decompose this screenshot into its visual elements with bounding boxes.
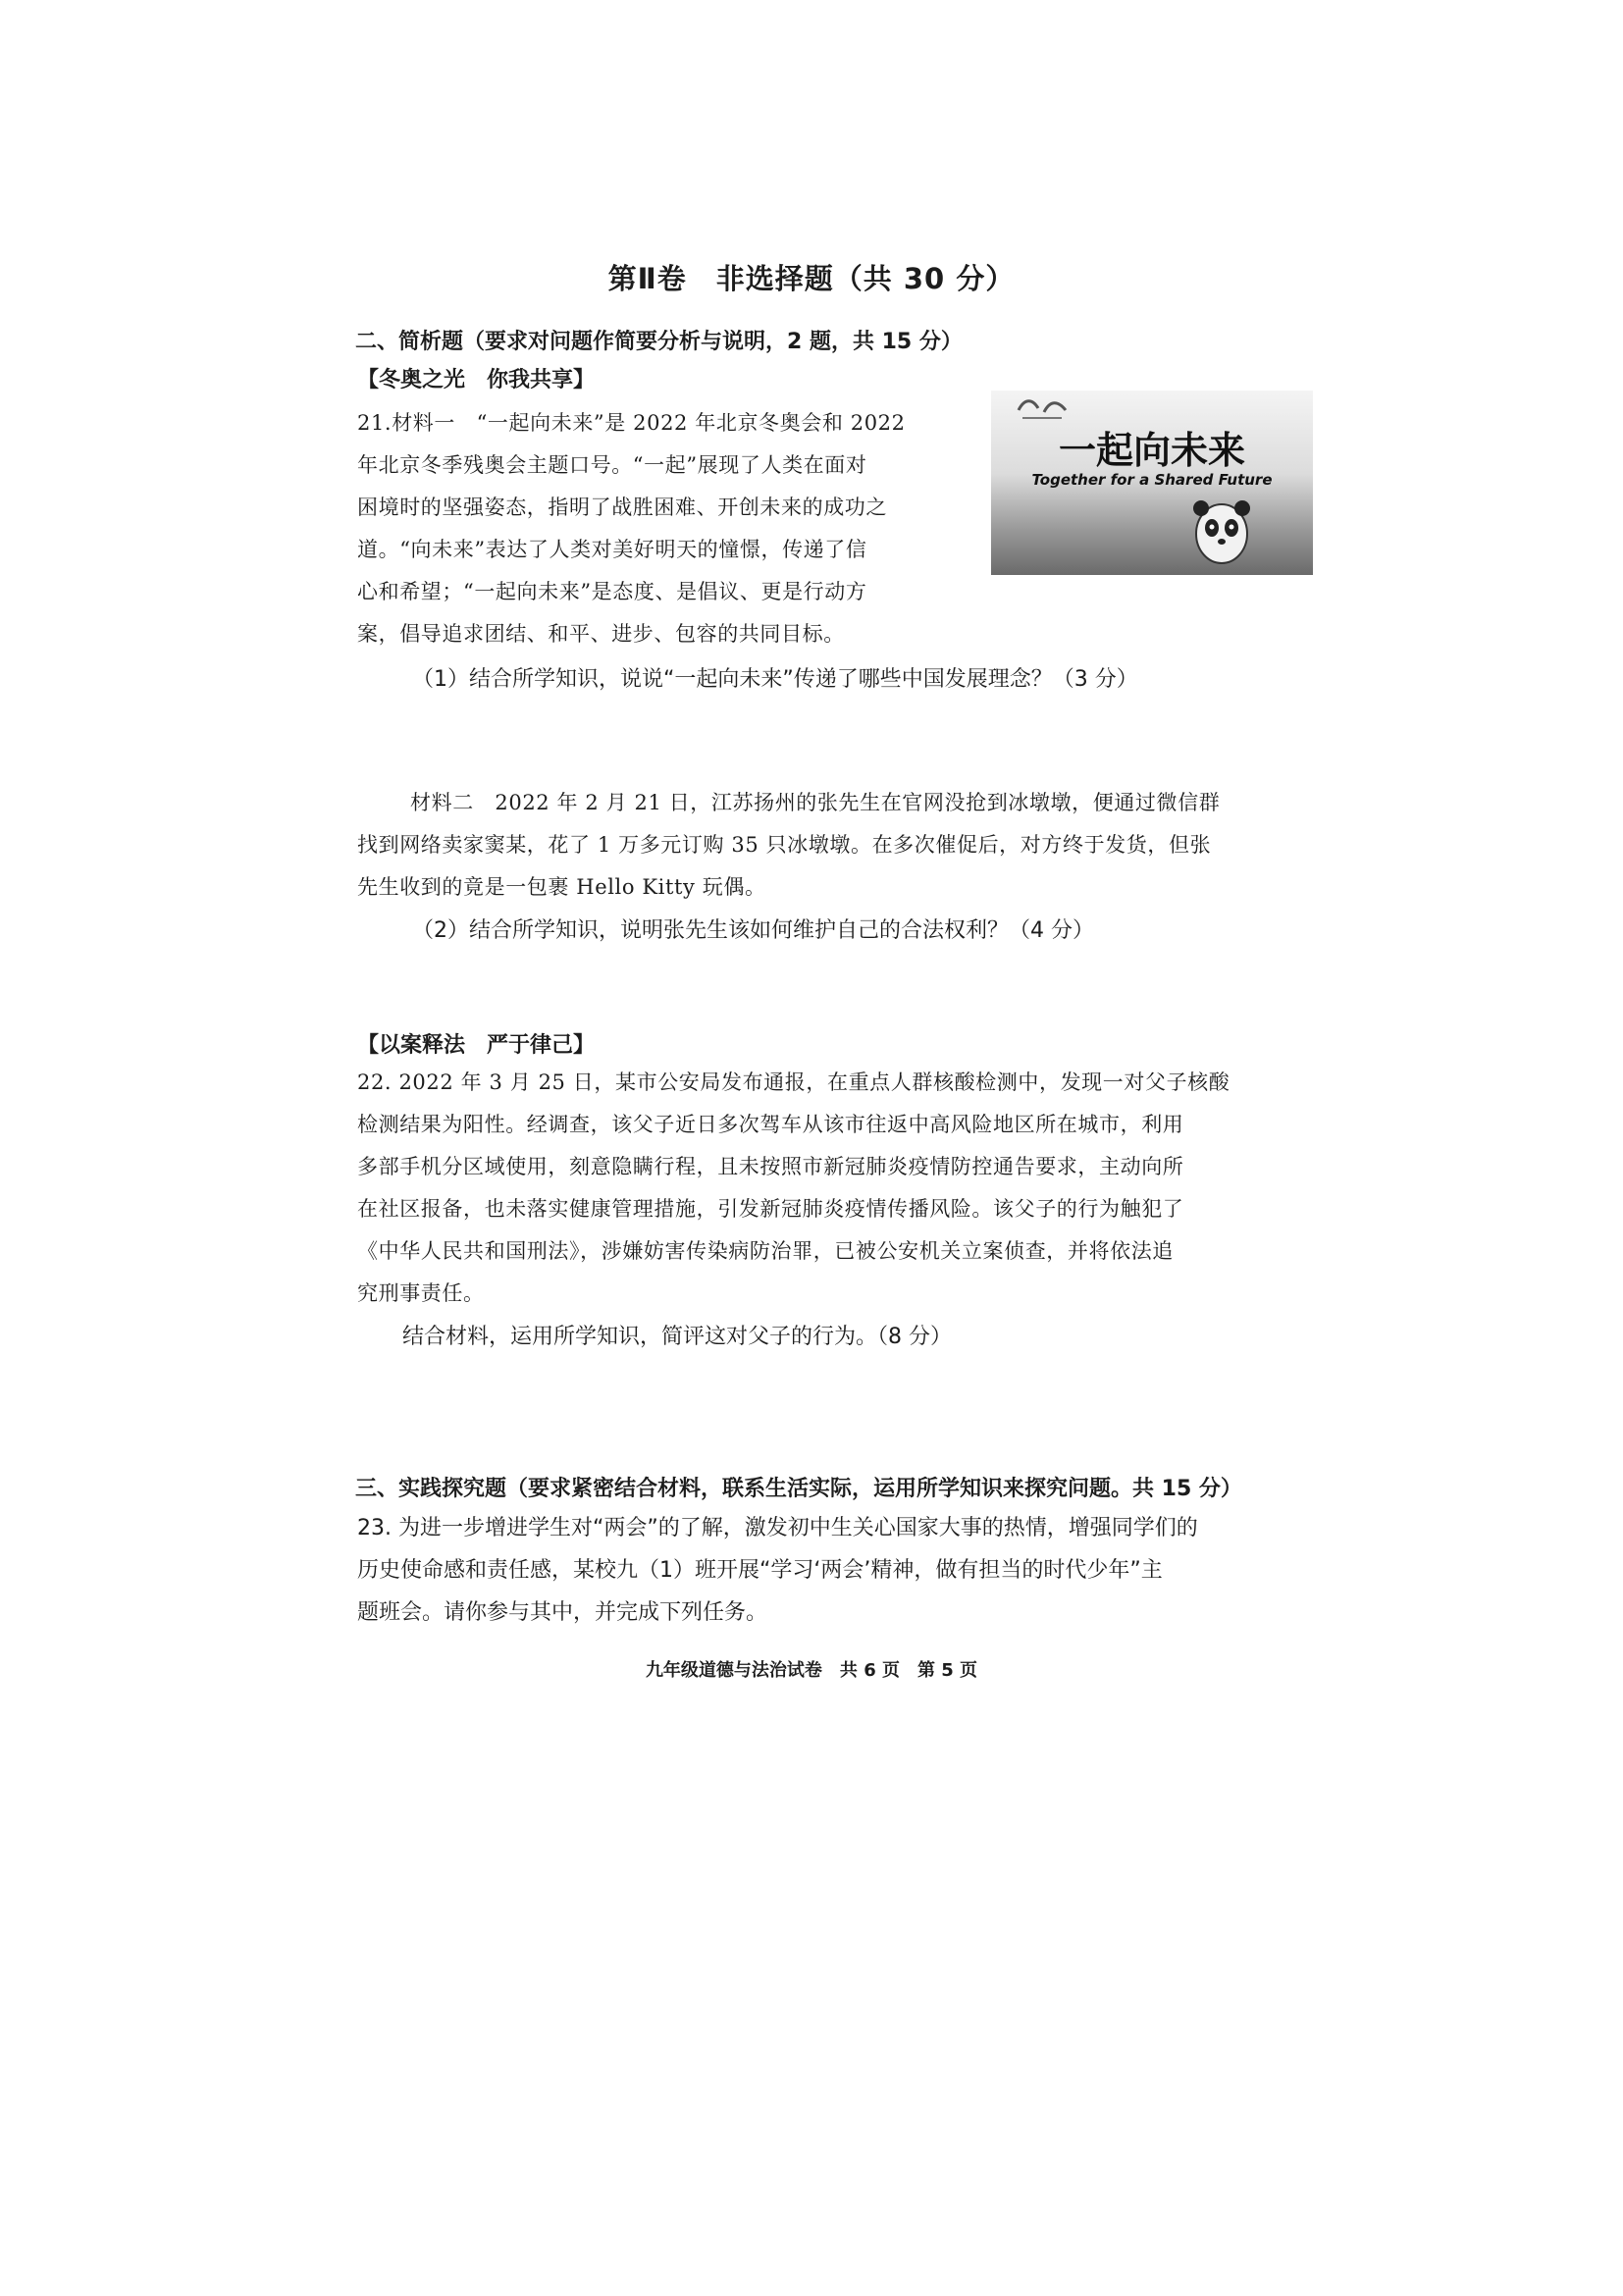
topic-winter-olympics: 【冬奥之光 你我共享】: [357, 368, 596, 392]
q23-line-1: 23. 为进一步增进学生对“两会”的了解，激发初中生关心国家大事的热情，增强同学们的: [357, 1516, 1198, 1540]
q22-line-6: 究刑事责任。: [357, 1281, 485, 1305]
page-footer: 九年级道德与法治试卷 共 6 页 第 5 页: [645, 1660, 978, 1681]
q21-subquestion-1: （1）结合所学知识，说说“一起向未来”传递了哪些中国发展理念？（3 分）: [412, 667, 1138, 692]
q22-line-2: 检测结果为阳性。经调查，该父子近日多次驾车从该市往返中高风险地区所在城市，利用: [357, 1113, 1184, 1136]
q22-line-5: 《中华人民共和国刑法》，涉嫌妨害传染病防治罪，已被公安机关立案侦查，并将依法追: [357, 1239, 1174, 1263]
q23-line-3: 题班会。请你参与其中，并完成下列任务。: [357, 1600, 768, 1625]
q22-task: 结合材料，运用所学知识，简评这对父子的行为。（8 分）: [402, 1325, 952, 1349]
q22-line-3: 多部手机分区域使用，刻意隐瞒行程，且未按照市新冠肺炎疫情防控通告要求，主动向所: [357, 1155, 1184, 1178]
material2-line-3: 先生收到的竟是一包裹 Hello Kitty 玩偶。: [357, 875, 766, 899]
q21-line-5: 心和希望；“一起向未来”是态度、是倡议、更是行动方: [357, 580, 867, 603]
section3-heading: 三、实践探究题（要求紧密结合材料，联系生活实际，运用所学知识来探究问题。共 15 分）: [355, 1477, 1242, 1501]
q21-subquestion-2: （2）结合所学知识，说明张先生该如何维护自己的合法权利？（4 分）: [412, 918, 1094, 943]
section2-heading: 二、简析题（要求对问题作简要分析与说明，2 题，共 15 分）: [355, 330, 963, 354]
logo-sub-text: Together for a Shared Future: [1031, 471, 1273, 489]
q23-line-2: 历史使命感和责任感，某校九（1）班开展“学习‘两会’精神，做有担当的时代少年”主: [357, 1558, 1163, 1583]
topic-law-cases: 【以案释法 严于律己】: [357, 1033, 596, 1058]
q21-line-4: 道。“向未来”表达了人类对美好明天的憧憬，传递了信: [357, 538, 867, 561]
q21-line-6: 案，倡导追求团结、和平、进步、包容的共同目标。: [357, 622, 845, 646]
logo-main-text: 一起向未来: [1058, 429, 1245, 472]
page-title: 第Ⅱ卷 非选择题（共 30 分）: [607, 262, 1016, 295]
winter-olympics-emblem-icon: [1013, 392, 1072, 422]
material2-line-2: 找到网络卖家窦某，花了 1 万多元订购 35 只冰墩墩。在多次催促后，对方终于发货，但张: [357, 833, 1212, 857]
q21-line-1: 21.材料一 “一起向未来”是 2022 年北京冬奥会和 2022: [357, 411, 906, 435]
q21-line-3: 困境时的坚强姿态，指明了战胜困难、开创未来的成功之: [357, 496, 887, 519]
q21-line-2: 年北京冬季残奥会主题口号。“一起”展现了人类在面对: [357, 453, 867, 477]
mascot-icon: [1187, 495, 1256, 569]
material2-line-1: 材料二 2022 年 2 月 21 日，江苏扬州的张先生在官网没抢到冰墩墩，便通过微信群: [410, 791, 1221, 814]
q22-line-4: 在社区报备，也未落实健康管理措施，引发新冠肺炎疫情传播风险。该父子的行为触犯了: [357, 1197, 1184, 1221]
together-future-logo: [991, 391, 1313, 575]
q22-line-1: 22. 2022 年 3 月 25 日，某市公安局发布通报，在重点人群核酸检测中，发现一对父子核酸: [357, 1070, 1230, 1094]
